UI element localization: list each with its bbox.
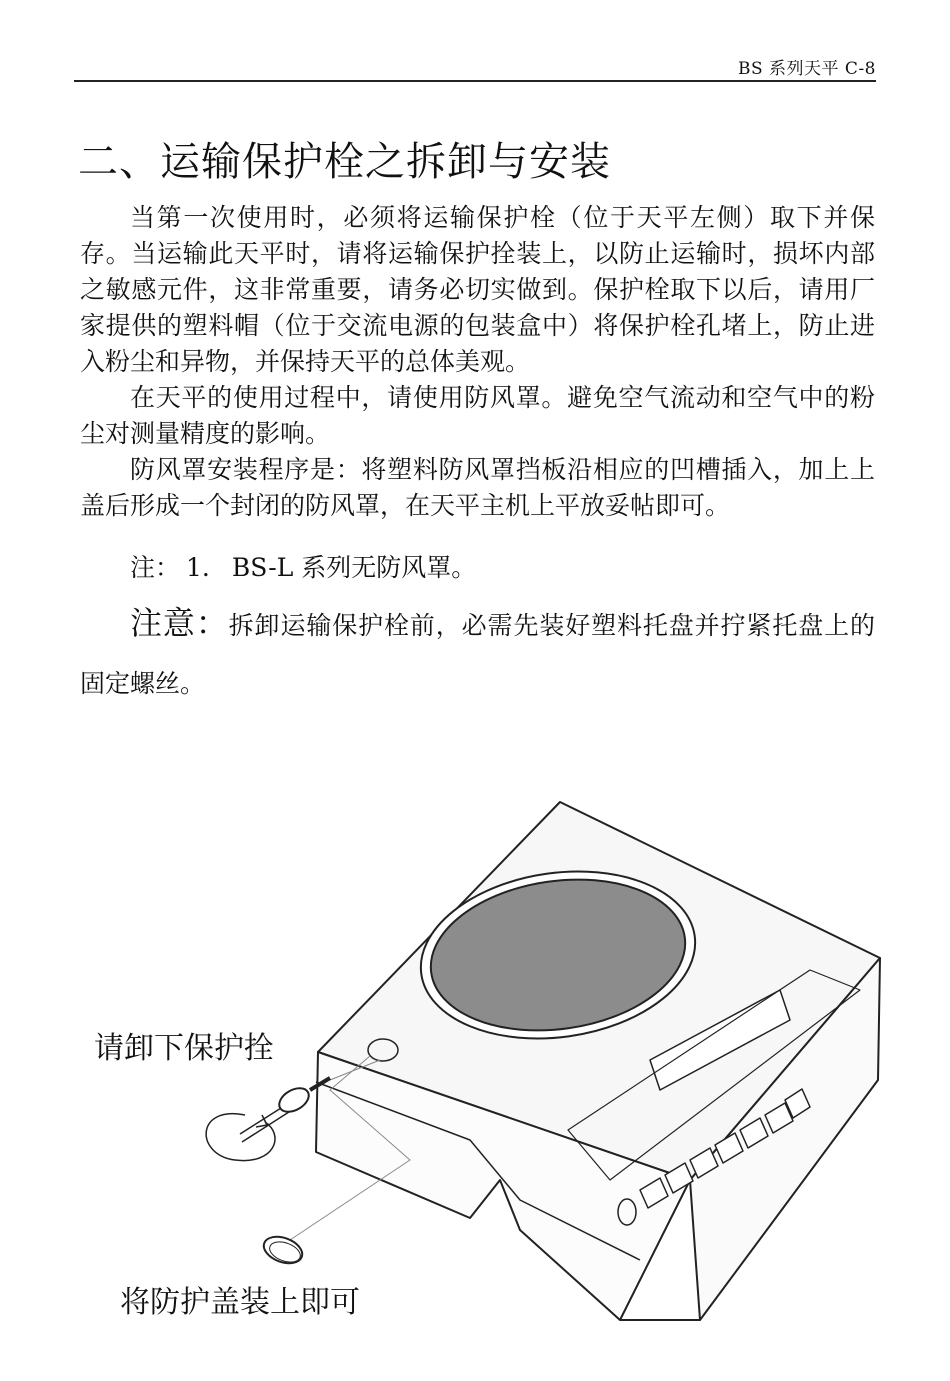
note-number: 1. bbox=[186, 553, 210, 582]
figure-label-remove-plug: 请卸下保护拴 bbox=[94, 1031, 274, 1066]
caution bbox=[80, 594, 875, 713]
section-title: 二、运输保护栓之拆卸与安装 bbox=[78, 139, 611, 185]
header-rule bbox=[74, 80, 876, 82]
caution-text: 拆卸运输保护栓前，必需先装好塑料托盘并拧紧托盘上的固定螺丝。 bbox=[80, 611, 875, 698]
running-header: BS 系列天平 C-8 bbox=[737, 59, 876, 79]
figure-label-install-cap: 将防护盖装上即可 bbox=[120, 1285, 360, 1320]
paragraph-windshield-install: 防风罩安装程序是：将塑料防风罩挡板沿相应的凹槽插入，加上上盖后形成一个封闭的防风罩，在天平主机上平放妥帖即可。 bbox=[80, 455, 875, 520]
note-label: 注： bbox=[130, 553, 181, 582]
balance-figure bbox=[0, 760, 950, 1377]
body-text bbox=[80, 200, 875, 713]
caution-label: 注意： bbox=[130, 604, 229, 642]
paragraph-windshield: 在天平的使用过程中，请使用防风罩。避免空气流动和空气中的粉尘对测量精度的影响。 bbox=[80, 383, 875, 448]
note-text: BS-L 系列无防风罩。 bbox=[231, 553, 477, 582]
note bbox=[80, 550, 875, 586]
protective-cap bbox=[260, 1232, 306, 1268]
paragraph-transport-plug: 当第一次使用时，必须将运输保护栓（位于天平左侧）取下并保存。当运输此天平时，请将运输保护拴装上，以防止运输时，损坏内部之敏感元件，这非常重要，请务必切实做到。保护栓取下以后，请用厂家提供的塑料帽（位于交流电源的包装盒中）将保护栓孔堵上，防止进入粉尘和异物，并保持天平的总体美观。 bbox=[80, 203, 875, 376]
